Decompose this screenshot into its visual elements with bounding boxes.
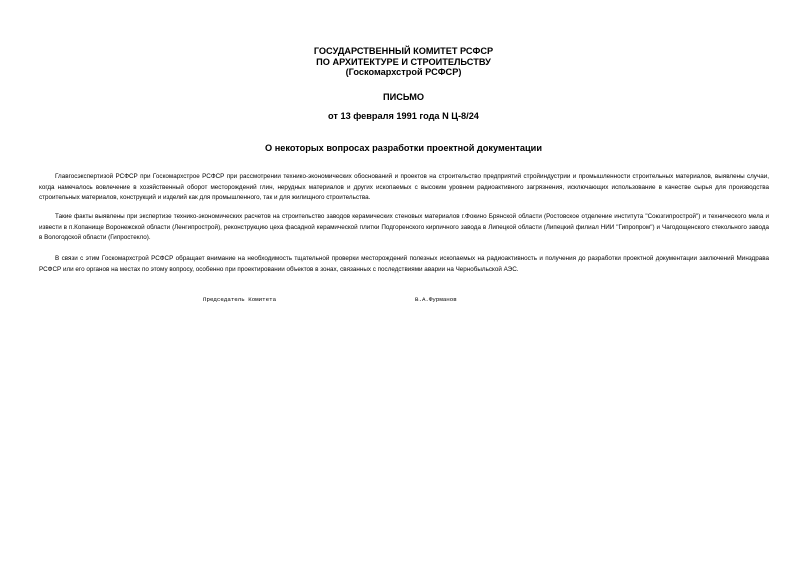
signatory-role: Председатель Комитета — [203, 296, 277, 303]
body-paragraph-2: Такие факты выявлены при экспертизе технико-экономических расчетов на строительство заводов керамических стеновых материалов г.Фокино Брянской области (Ростовское отделение института "Союзгипрострой") и технического мела и извести в п.Копанище Воронежской области (Ленгипрострой), реконструкцию цеха фасадной керамической плитки Подгоренского кирпичного завода в Липецкой области (Липецкий филиал НИИ "Гипропром") и Чагодощенского стекольного завода в Вологодской области (Гипростекло). — [39, 213, 769, 242]
signatory-name: В.А.Фурманов — [415, 296, 457, 303]
document-type: ПИСЬМО — [382, 92, 425, 102]
document-date-number: от 13 февраля 1991 года N Ц-8/24 — [328, 111, 479, 121]
issuer-name-line-1: ГОСУДАРСТВЕННЫЙ КОМИТЕТ РСФСР — [313, 46, 494, 56]
issuer-abbreviation: (Госкомархстрой РСФСР) — [345, 67, 462, 77]
document-subject: О некоторых вопросах разработки проектной документации — [265, 143, 542, 153]
body-paragraph-1: Главгосэкспертизой РСФСР при Госкомархстрое РСФСР при рассмотрении технико-экономических обоснований и проектов на строительство предприятий стройиндустрии и промышленности строительных материалов, выявлены случаи, когда намечалось вовлечение в хозяйственный оборот месторождений глин, нерудных материалов и других ископаемых с высоким уровнем радиоактивного загрязнения, исключающих использование в качестве сырья для производства строительных материалов, конструкций и изделий как для промышленного, так и для жилищного строительства. — [39, 173, 769, 202]
body-paragraph-3: В связи с этим Госкомархстрой РСФСР обращает внимание на необходимость тщательной проверки месторождений полезных ископаемых на радиоактивность и получения до разработки проектной документации заключений Минздрава РСФСР или его органов на местах по этому вопросу, особенно при проектировании объектов в зонах, связанных с последствиями аварии на Чернобыльской АЭС. — [39, 255, 769, 273]
issuer-header — [0, 46, 807, 78]
issuer-name-line-2: ПО АРХИТЕКТУРЕ И СТРОИТЕЛЬСТВУ — [316, 56, 491, 67]
